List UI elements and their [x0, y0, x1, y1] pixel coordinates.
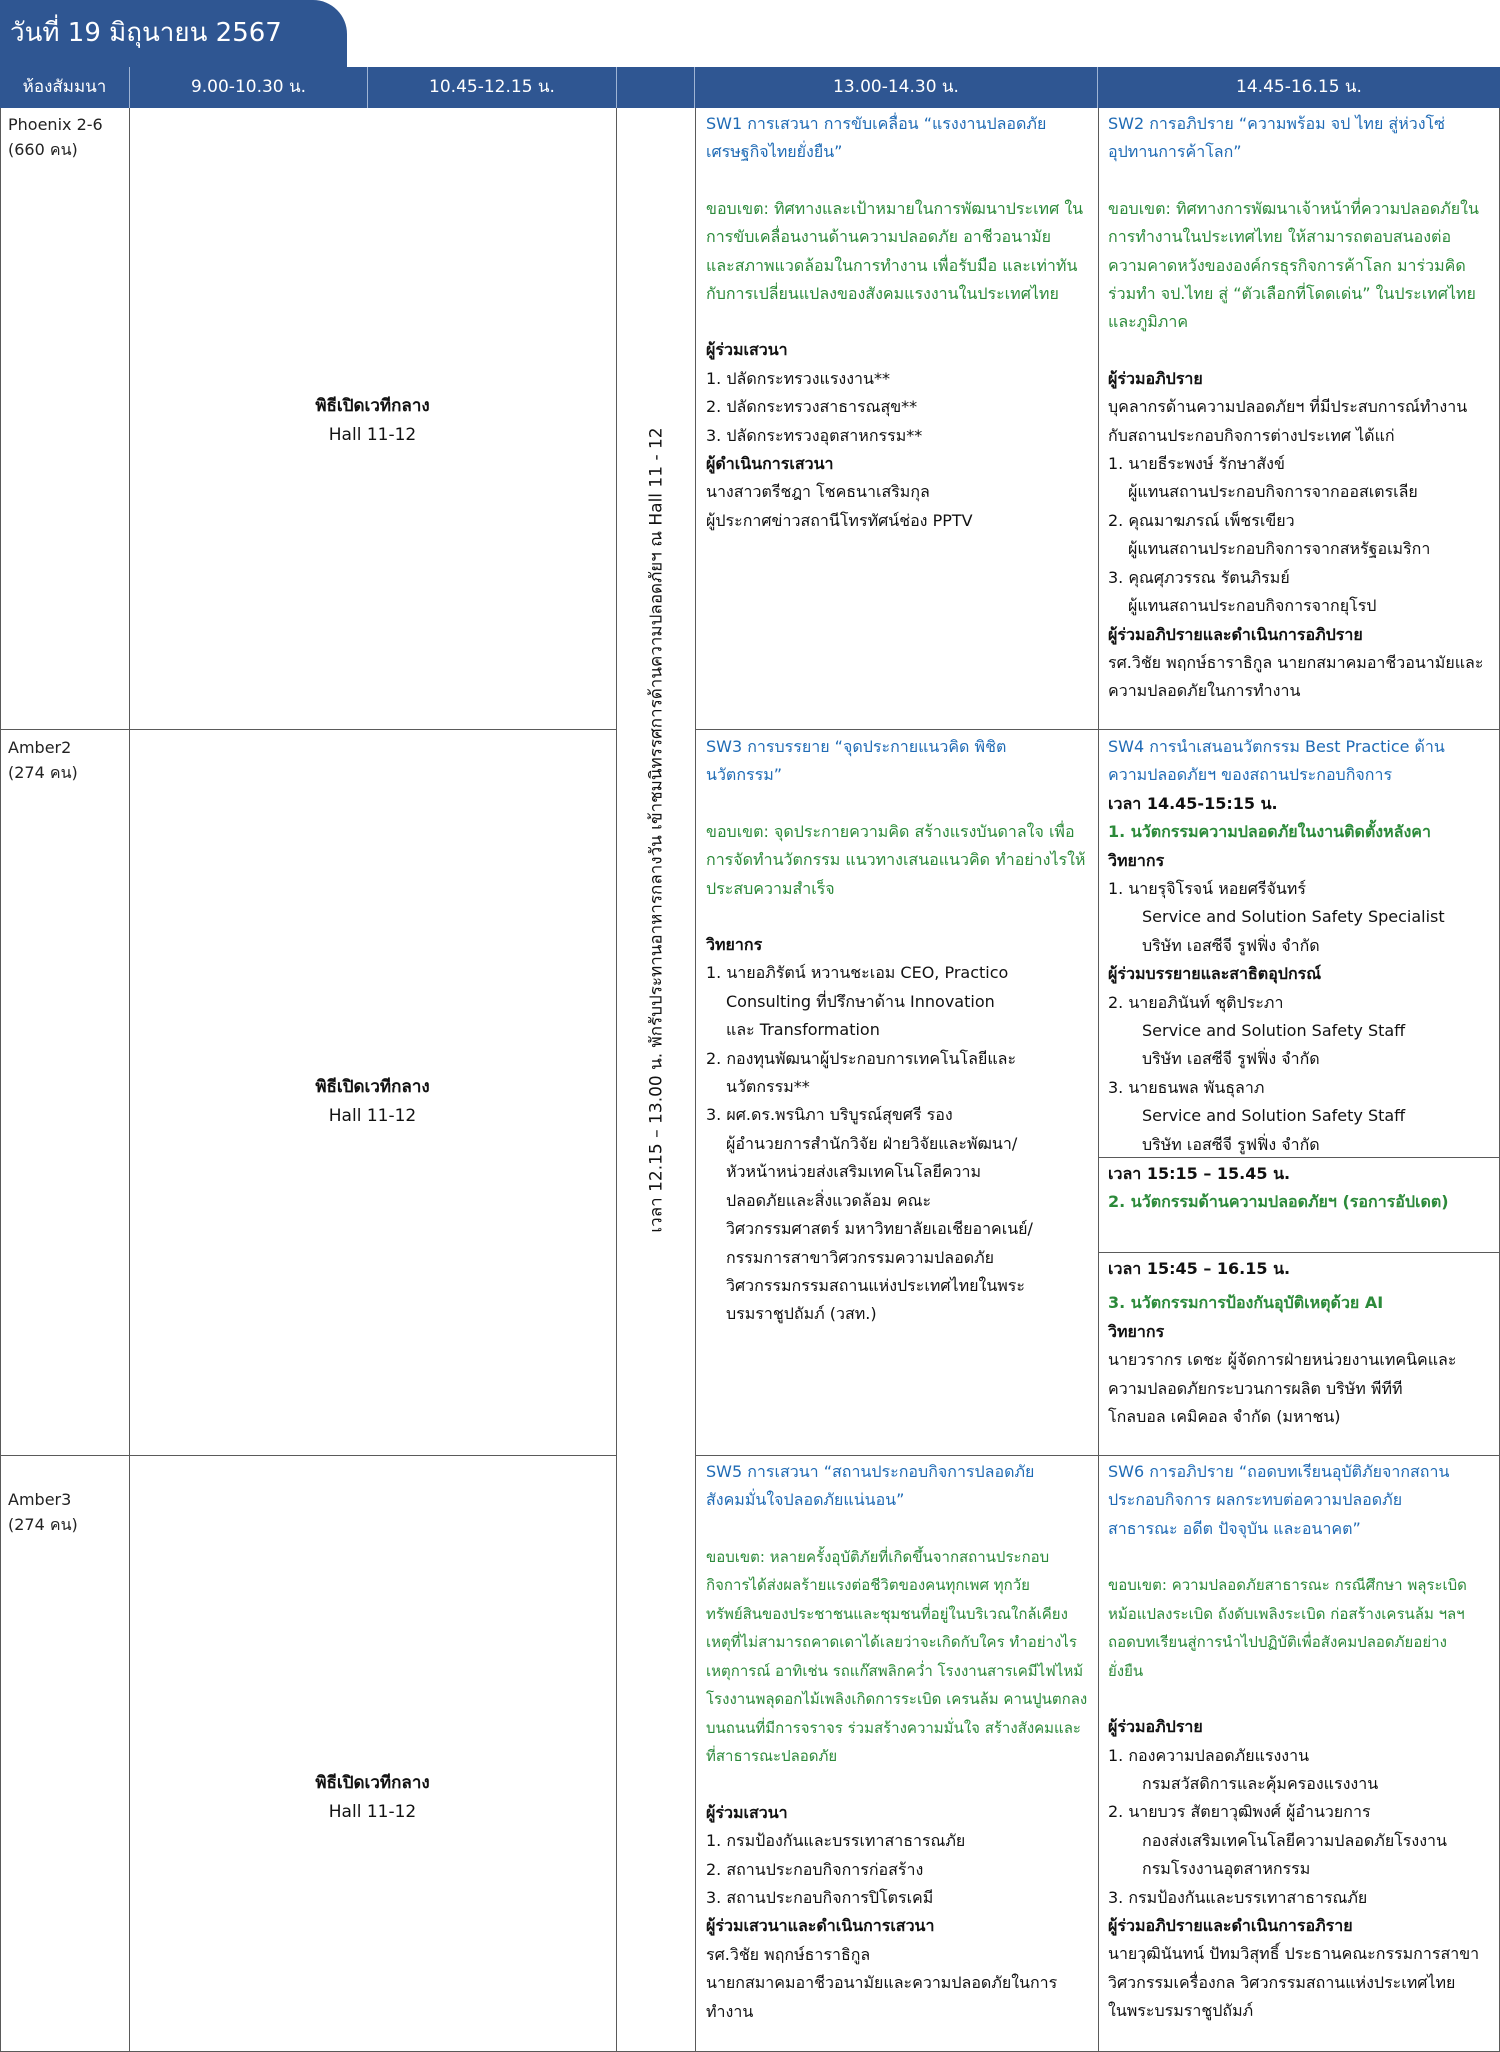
speaker: 2. นายอภินันท์ ชุติประภา [1108, 992, 1284, 1012]
speaker-line: ปลอดภัยและสิ่งแวดล้อม คณะ [726, 1190, 932, 1210]
session-title: SW2 การอภิปราย “ความพร้อม จป ไทย สู่ห่วงโซ่ [1108, 114, 1445, 133]
speaker-label: วิทยากร [1108, 850, 1165, 870]
grid-line [695, 1455, 1500, 1456]
topic: 1. นวัตกรรมความปลอดภัยในงานติดตั้งหลังคา [1108, 822, 1431, 842]
panel-label: ผู้ร่วมเสวนา [706, 340, 788, 360]
speaker-role: Service and Solution Safety Staff [1142, 1106, 1406, 1126]
session-sw3 [706, 733, 1092, 1329]
moderator-role: ความปลอดภัยในการทำงาน [1108, 681, 1301, 701]
session-scope [1108, 1571, 1496, 1685]
opening-amber3 [130, 1769, 615, 1827]
session-sw4-part2 [1108, 1160, 1496, 1217]
opening-phoenix [130, 392, 615, 450]
opening-title: พิธีเปิดเวทีกลาง [315, 1077, 430, 1097]
speaker-line: 1. นายอภิรัตน์ หวานชะเอม CEO, Practico [706, 963, 1009, 983]
session-scope [706, 818, 1092, 903]
panel-label: ผู้ร่วมเสวนา [706, 1802, 788, 1822]
speaker-line: และ Transformation [726, 1020, 880, 1040]
scope-line: ความคาดหวังขององค์กรธุรกิจการค้าโลก มาร่วมคิด [1108, 255, 1466, 275]
speaker-company: บริษัท เอสซีจี รูฟฟิ่ง จำกัด [1142, 935, 1320, 955]
scope-line: การจัดทำนวัตกรรม แนวทางเสนอแนวคิด ทำอย่างไรให้ [706, 850, 1086, 870]
header-slot-4: 14.45-16.15 น. [1236, 77, 1362, 97]
speaker: นายวรากร เดชะ ผู้จัดการฝ่ายหน่วยงานเทคนิคและ [1108, 1350, 1457, 1370]
grid-line [695, 729, 1500, 730]
speaker-company: โกลบอล เคมิคอล จำกัด (มหาชน) [1108, 1407, 1341, 1427]
session-sw4 [1108, 733, 1496, 1159]
scope-line: การขับเคลื่อนงานด้านความปลอดภัย อาชีวอนามัย [706, 227, 1052, 247]
panelist: 2. สถานประกอบกิจการก่อสร้าง [706, 1859, 924, 1879]
scope-line: ขอบเขต: จุดประกายความคิด สร้างแรงบันดาลใจ เพื่อ [706, 821, 1075, 841]
session-scope [1108, 195, 1496, 337]
moderator-role: ผู้ประกาศข่าวสถานีโทรทัศน์ช่อง PPTV [706, 510, 973, 530]
speaker-company: บริษัท เอสซีจี รูฟฟิ่ง จำกัด [1142, 1049, 1320, 1069]
session-title: SW6 การอภิปราย “ถอดบทเรียนอุบัติภัยจากสถาน [1108, 1462, 1450, 1481]
room-capacity: (274 คน) [8, 1515, 78, 1534]
panelist-role: ผู้แทนสถานประกอบกิจการจากออสเตรเลีย [1128, 482, 1418, 502]
session-sw4-part3 [1108, 1255, 1496, 1431]
time-slot: เวลา 15:15 – 15.45 น. [1108, 1164, 1291, 1183]
opening-title: พิธีเปิดเวทีกลาง [315, 1773, 430, 1793]
session-title: ประกอบกิจการ ผลกระทบต่อความปลอดภัย [1108, 1490, 1403, 1510]
session-title: ความปลอดภัยฯ ของสถานประกอบกิจการ [1108, 765, 1393, 785]
topic: 3. นวัตกรรมการป้องกันอุบัติเหตุด้วย AI [1108, 1293, 1384, 1313]
scope-line: บนถนนที่มีการจราจร ร่วมสร้างความมั่นใจ สร้างสังคมและ [706, 1718, 1081, 1737]
panelist-org: กรมโรงงานอุตสาหกรรม [1142, 1859, 1311, 1879]
opening-venue: Hall 11-12 [328, 425, 417, 445]
session-scope [706, 1543, 1092, 1771]
time-slot: เวลา 14.45-15:15 น. [1108, 793, 1278, 813]
moderator-label: ผู้ร่วมอภิปรายและดำเนินการอภิปราย [1108, 624, 1363, 644]
panelist: 3. สถานประกอบกิจการปิโตรเคมี [706, 1888, 934, 1908]
room-name: Phoenix 2-6 [8, 115, 103, 134]
scope-line: ขอบเขต: ความปลอดภัยสาธารณะ กรณีศึกษา พลุระเบิด [1108, 1576, 1467, 1595]
moderator-role: ทำงาน [706, 2001, 754, 2021]
panel-label: ผู้ร่วมอภิปราย [1108, 368, 1203, 388]
speaker-line: บรมราชูปถัมภ์ (วสท.) [726, 1304, 877, 1324]
moderator-role: นายกสมาคมอาชีวอนามัยและความปลอดภัยในการ [706, 1973, 1058, 1993]
panelist: 2. นายบวร สัตยาวุฒิพงศ์ ผู้อำนวยการ [1108, 1802, 1371, 1822]
grid-line [695, 108, 696, 2052]
speaker-role: Service and Solution Safety Staff [1142, 1021, 1406, 1041]
session-title: นวัตกรรม” [706, 765, 783, 785]
panelist: 1. ปลัดกระทรวงแรงงาน** [706, 368, 890, 388]
scope-line: ยั่งยืน [1108, 1661, 1144, 1680]
topic: 2. นวัตกรรมด้านความปลอดภัยฯ (รอการอัปเดต) [1108, 1192, 1449, 1212]
scope-line: โรงงานพลุดอกไม้เพลิงเกิดการระเบิด เครนล้ม คานปูนตกลง [706, 1690, 1088, 1709]
header-slot-2: 10.45-12.15 น. [368, 67, 617, 108]
panelist: 3. กรมป้องกันและบรรเทาสาธารณภัย [1108, 1887, 1368, 1907]
moderator-role: วิศวกรรมเครื่องกล วิศวกรรมสถานแห่งประเทศไทย [1108, 1972, 1456, 1992]
opening-venue: Hall 11-12 [328, 1106, 417, 1126]
moderator: รศ.วิชัย พฤกษ์ธาราธิกูล [706, 1944, 871, 1964]
session-title: สาธารณะ อดีต ปัจจุบัน และอนาคต” [1108, 1518, 1361, 1538]
panelist-org: กรมสวัสดิการและคุ้มครองแรงงาน [1142, 1774, 1379, 1794]
session-sw6 [1108, 1458, 1496, 2026]
scope-line: กับการเปลี่ยนแปลงของสังคมแรงงานในประเทศไทย [706, 284, 1059, 304]
session-sw1 [706, 110, 1092, 535]
moderator: นายวุฒินันทน์ ปัทมวิสุทธิ์ ประธานคณะกรรมการสาขา [1108, 1944, 1480, 1964]
panel-intro: กับสถานประกอบกิจการต่างประเทศ ได้แก่ [1108, 425, 1395, 445]
moderator: นางสาวตรีชฎา โชคธนาเสริมกุล [706, 482, 930, 502]
header-slot-1: 9.00-10.30 น. [130, 67, 368, 108]
speaker-company: บริษัท เอสซีจี รูฟฟิ่ง จำกัด [1142, 1134, 1320, 1154]
panelist: 1. กรมป้องกันและบรรเทาสาธารณภัย [706, 1831, 966, 1851]
room-amber2 [8, 735, 78, 785]
speaker-label: วิทยากร [1108, 1321, 1165, 1341]
moderator-label: ผู้ร่วมอภิปรายและดำเนินการอภิราย [1108, 1916, 1353, 1936]
moderator-label: ผู้ร่วมเสวนาและดำเนินการเสวนา [706, 1916, 935, 1936]
panelist: 2. ปลัดกระทรวงสาธารณสุข** [706, 397, 918, 417]
scope-line: ขอบเขต: หลายครั้งอุบัติภัยที่เกิดขึ้นจากสถานประกอบ [706, 1547, 1050, 1566]
scope-line: ขอบเขต: ทิศทางและเป้าหมายในการพัฒนาประเทศ ใน [706, 198, 1084, 218]
speaker: 3. นายธนพล พันธุลาภ [1108, 1077, 1265, 1097]
panelist: 3. ปลัดกระทรวงอุตสาหกรรม** [706, 425, 923, 445]
room-capacity: (660 คน) [8, 140, 78, 159]
opening-venue: Hall 11-12 [328, 1802, 417, 1822]
panelist: 1. กองความปลอดภัยแรงงาน [1108, 1745, 1310, 1765]
scope-line: กิจการได้ส่งผลร้ายแรงต่อชีวิตของคนทุกเพศ ทุกวัย [706, 1576, 1030, 1595]
session-title: สังคมมั่นใจปลอดภัยแน่นอน” [706, 1490, 905, 1510]
speaker-label: วิทยากร [706, 935, 763, 955]
panelist-org: กองส่งเสริมเทคโนโลยีความปลอดภัยโรงงาน [1142, 1830, 1447, 1850]
scope-line: ประสบความสำเร็จ [706, 878, 835, 898]
speaker-role: ความปลอดภัยกระบวนการผลิต บริษัท พีทีที [1108, 1378, 1403, 1398]
panel-intro: บุคลากรด้านความปลอดภัยฯ ที่มีประสบการณ์ทำงาน [1108, 397, 1468, 417]
moderator: รศ.วิชัย พฤกษ์ธาราธิกูล นายกสมาคมอาชีวอนามัยและ [1108, 652, 1484, 672]
panelist-role: ผู้แทนสถานประกอบกิจการจากสหรัฐอเมริกา [1128, 539, 1431, 559]
room-phoenix [8, 112, 103, 162]
speaker-line: หัวหน้าหน่วยส่งเสริมเทคโนโลยีความ [726, 1162, 982, 1182]
speaker-line: วิศวกรรมศาสตร์ มหาวิทยาลัยเอเชียอาคเนย์/ [726, 1219, 1033, 1239]
speaker-line: นวัตกรรม** [726, 1077, 810, 1097]
opening-amber2 [130, 1073, 615, 1131]
speaker-line: 3. ผศ.ดร.พรนิภา บริบูรณ์สุขศรี รอง [706, 1105, 953, 1125]
grid-line [1098, 1252, 1500, 1253]
grid-line [1098, 108, 1099, 2052]
moderator-label: ผู้ดำเนินการเสวนา [706, 454, 834, 474]
lunch-break-cell [617, 108, 695, 2052]
session-sw2 [1108, 110, 1496, 706]
scope-line: การทำงานในประเทศไทย ให้สามารถตอบสนองต่อ [1108, 227, 1452, 247]
grid-line [0, 108, 1, 2052]
room-name: Amber2 [8, 738, 72, 757]
session-title: SW4 การนำเสนอนวัตกรรม Best Practice ด้าน [1108, 737, 1445, 756]
speaker-line: วิศวกรรมกรรมสถานแห่งประเทศไทยในพระ [726, 1275, 1025, 1295]
scope-line: หม้อแปลงระเบิด ถังดับเพลิงระเบิด ก่อสร้างเครนล้ม ฯลฯ [1108, 1604, 1465, 1623]
panelist: 1. นายธีระพงษ์ รักษาสังข์ [1108, 454, 1285, 474]
room-amber3 [8, 1487, 78, 1537]
opening-title: พิธีเปิดเวทีกลาง [315, 396, 430, 416]
panelist-role: ผู้แทนสถานประกอบกิจการจากยุโรป [1128, 596, 1377, 616]
header-lunch [617, 67, 695, 108]
scope-line: ถอดบทเรียนสู่การนำไปปฏิบัติเพื่อสังคมปลอดภัยอย่าง [1108, 1633, 1447, 1652]
scope-line: ร่วมทำ จป.ไทย สู่ “ตัวเลือกที่โดดเด่น” ในประเทศไทย [1108, 284, 1476, 304]
scope-line: และสภาพแวดล้อมในการทำงาน เพื่อรับมือ และเท่าทัน [706, 255, 1078, 275]
session-scope [706, 195, 1092, 309]
header-room: ห้องสัมมนา [0, 67, 130, 108]
date-tab: วันที่ 19 มิถุนายน 2567 [0, 0, 347, 67]
speaker-line: ผู้อำนวยการสำนักวิจัย ฝ่ายวิจัยและพัฒนา/ [726, 1133, 1018, 1153]
speaker: 1. นายรุจิโรจน์ หอยศรีจันทร์ [1108, 879, 1306, 899]
panelist: 3. คุณศุภวรรณ รัตนภิรมย์ [1108, 567, 1290, 587]
scope-line: เหตุการณ์ อาทิเช่น รถแก๊สพลิกคว่ำ โรงงานสารเคมีไฟไหม้ [706, 1661, 1084, 1680]
session-title: อุปทานการค้าโลก” [1108, 142, 1242, 162]
scope-line: ขอบเขต: ทิศทางการพัฒนาเจ้าหน้าที่ความปลอดภัยใน [1108, 198, 1479, 218]
grid-line [0, 729, 617, 730]
scope-line: ที่สาธารณะปลอดภัย [706, 1747, 838, 1766]
room-name: Amber3 [8, 1490, 72, 1509]
speaker-role: Service and Solution Safety Specialist [1142, 907, 1445, 927]
session-title: เศรษฐกิจไทยยั่งยืน” [706, 142, 843, 162]
co-speaker-label: ผู้ร่วมบรรยายและสาธิตอุปกรณ์ [1108, 964, 1322, 984]
scope-line: ทรัพย์สินของประชาชนและชุมชนที่อยู่ในบริเวณใกล้เคียง [706, 1604, 1068, 1623]
lunch-break-text: เวลา 12.15 – 13.00 น. พักรับประทานอาหารกลางวัน เข้าชมนิทรรศการด้านความปลอดภัยฯ ณ Hall 11 - 12 [646, 427, 667, 1233]
moderator-role: ในพระบรมราชูปถัมภ์ [1108, 2001, 1254, 2021]
scope-line: และภูมิภาค [1108, 312, 1189, 332]
room-capacity: (274 คน) [8, 763, 78, 782]
grid-line [0, 1455, 617, 1456]
speaker-line: 2. กองทุนพัฒนาผู้ประกอบการเทคโนโลยีและ [706, 1048, 1017, 1068]
session-title: SW5 การเสวนา “สถานประกอบกิจการปลอดภัย [706, 1462, 1035, 1481]
speaker-line: Consulting ที่ปรึกษาด้าน Innovation [726, 991, 995, 1011]
header-slot-3: 13.00-14.30 น. [695, 67, 1098, 108]
panelist: 2. คุณมาฆภรณ์ เพ็ชรเขียว [1108, 510, 1295, 530]
panel-label: ผู้ร่วมอภิปราย [1108, 1717, 1203, 1737]
speaker-line: กรรมการสาขาวิศวกรรมความปลอดภัย [726, 1247, 995, 1267]
time-slot: เวลา 15:45 – 16.15 น. [1108, 1259, 1291, 1278]
session-title: SW3 การบรรยาย “จุดประกายแนวคิด พิชิต [706, 737, 1007, 756]
session-title: SW1 การเสวนา การขับเคลื่อน “แรงงานปลอดภัย [706, 114, 1047, 133]
scope-line: เหตุที่ไม่สามารถคาดเดาได้เลยว่าจะเกิดกับใคร ทำอย่างไร [706, 1633, 1077, 1652]
session-sw5 [706, 1458, 1092, 2026]
header-row [0, 67, 1500, 108]
